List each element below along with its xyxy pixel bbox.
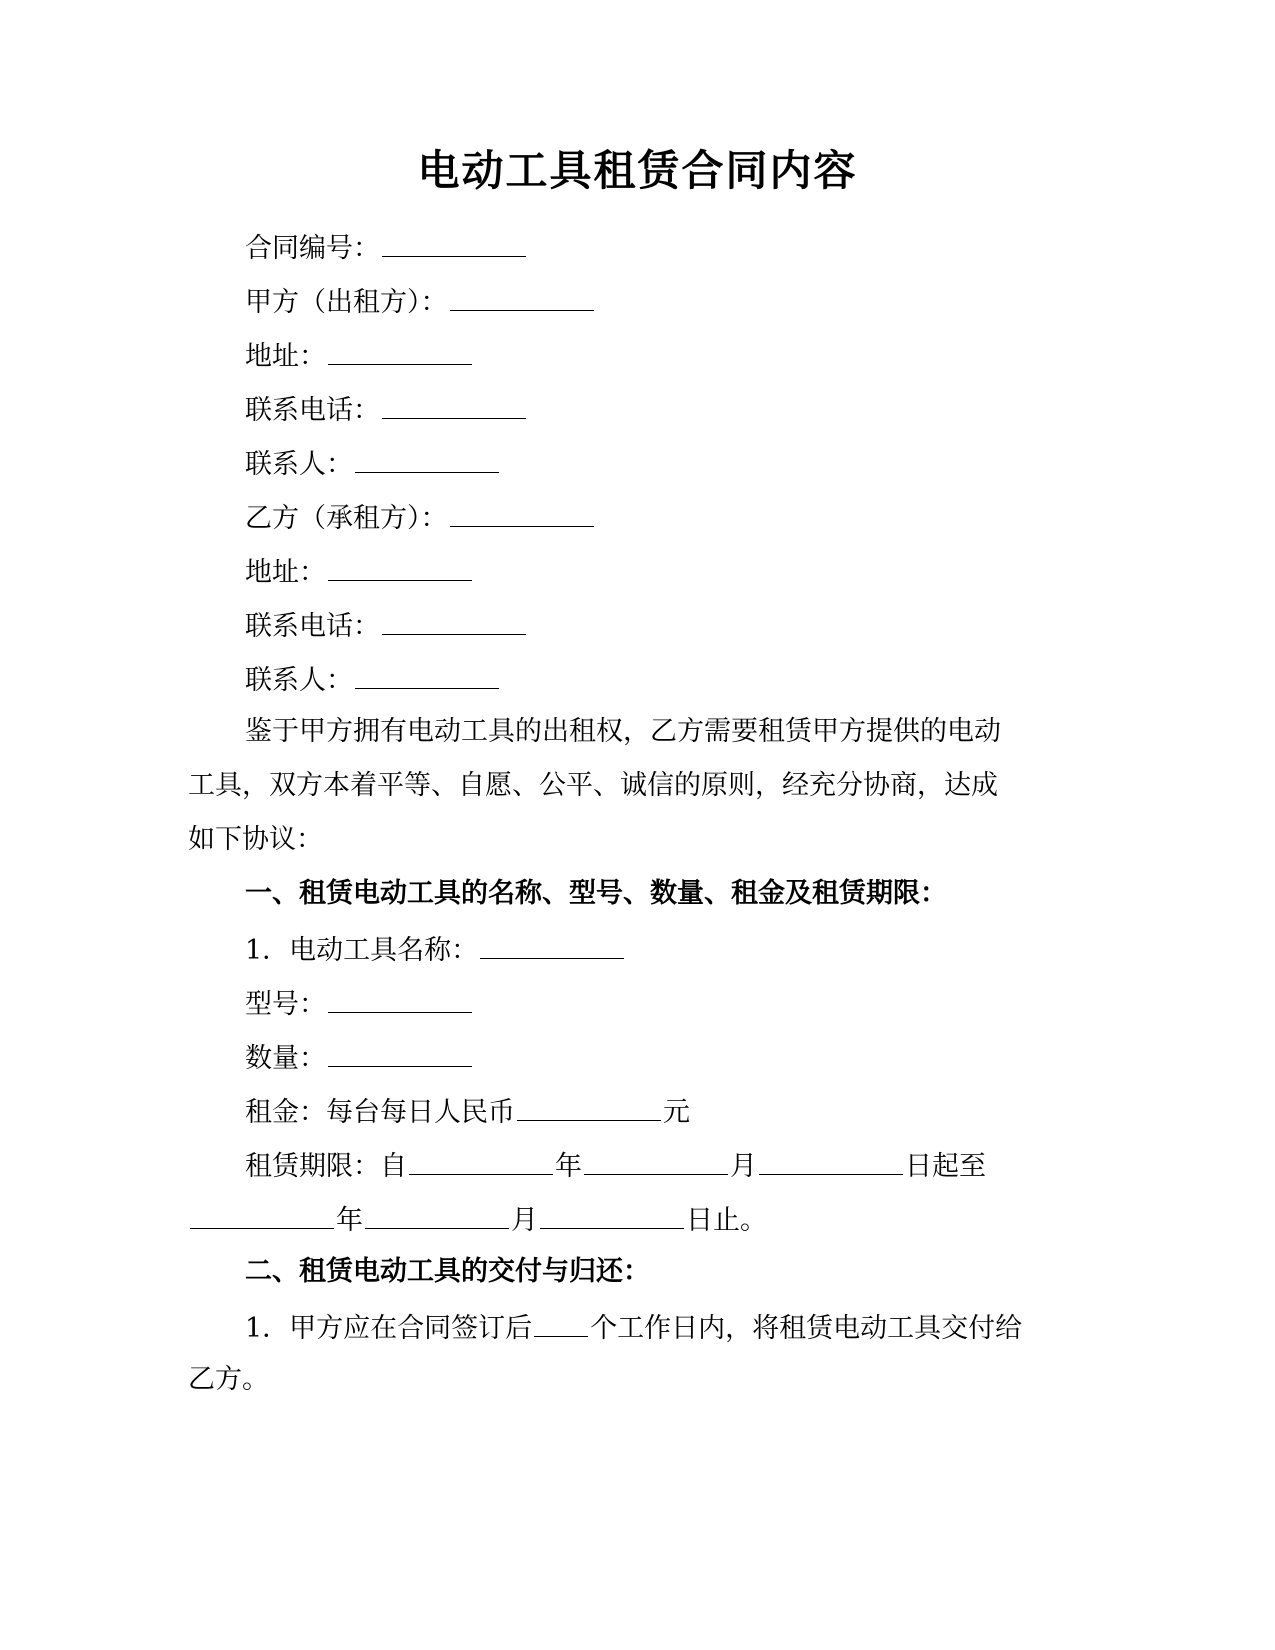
contract-number-line (245, 232, 528, 262)
contract-number-blank[interactable] (382, 232, 526, 257)
period-end-line (188, 1204, 767, 1234)
delivery-line (245, 1312, 1022, 1342)
tool-name-blank[interactable] (480, 934, 624, 959)
party-b-contact-line (245, 664, 501, 694)
preamble-line-3: 如下协议： (188, 824, 323, 855)
end-year-blank[interactable] (190, 1204, 334, 1229)
party-a-label: 甲方（出租方）： (245, 287, 448, 318)
party-a-contact-line (245, 448, 501, 478)
start-year-label: 年 (555, 1151, 582, 1182)
start-day-label: 日起至 (905, 1151, 986, 1182)
party-b-line (245, 502, 596, 532)
delivery-label: 1．甲方应在合同签订后 (245, 1313, 533, 1344)
start-month-label: 月 (730, 1151, 757, 1182)
party-a-phone-label: 联系电话： (245, 395, 380, 426)
delivery-days-blank[interactable] (534, 1312, 588, 1337)
start-month-blank[interactable] (584, 1150, 728, 1175)
party-a-address-label: 地址： (245, 341, 326, 372)
party-b-phone-line (245, 610, 528, 640)
party-b-contact-label: 联系人： (245, 665, 353, 696)
preamble-line-1: 鉴于甲方拥有电动工具的出租权，乙方需要租赁甲方提供的电动 (245, 716, 1001, 747)
preamble-line-2: 工具，双方本着平等、自愿、公平、诚信的原则，经充分协商，达成 (188, 770, 998, 801)
party-a-phone-line (245, 394, 528, 424)
model-blank[interactable] (328, 988, 472, 1013)
end-day-label: 日止。 (686, 1205, 767, 1236)
quantity-blank[interactable] (328, 1042, 472, 1067)
party-b-label: 乙方（承租方）： (245, 503, 448, 534)
party-b-phone-blank[interactable] (382, 610, 526, 635)
contract-number-label: 合同编号： (245, 233, 380, 264)
section-1-heading: 一、租赁电动工具的名称、型号、数量、租金及租赁期限： (245, 878, 947, 909)
party-a-line (245, 286, 596, 316)
start-day-blank[interactable] (759, 1150, 903, 1175)
rent-line (245, 1096, 690, 1126)
quantity-line (245, 1042, 474, 1072)
rent-label: 租金：每台每日人民币 (245, 1097, 515, 1128)
delivery-line-cont: 乙方。 (188, 1364, 269, 1395)
end-month-blank[interactable] (365, 1204, 509, 1229)
rent-blank[interactable] (517, 1096, 661, 1121)
party-a-address-line (245, 340, 474, 370)
start-year-blank[interactable] (409, 1150, 553, 1175)
end-year-label: 年 (336, 1205, 363, 1236)
party-a-blank[interactable] (450, 286, 594, 311)
delivery-text: 个工作日内，将租赁电动工具交付给 (590, 1313, 1023, 1344)
party-a-contact-blank[interactable] (355, 448, 499, 473)
period-label: 租赁期限：自 (245, 1151, 407, 1182)
party-a-phone-blank[interactable] (382, 394, 526, 419)
end-month-label: 月 (511, 1205, 538, 1236)
party-b-address-blank[interactable] (328, 556, 472, 581)
tool-name-label: 1．电动工具名称： (245, 935, 479, 966)
tool-name-line (245, 934, 626, 964)
document-title: 电动工具租赁合同内容 (417, 146, 858, 195)
section-2-heading: 二、租赁电动工具的交付与归还： (245, 1256, 650, 1287)
party-b-address-line (245, 556, 474, 586)
period-line (245, 1150, 986, 1180)
party-a-address-blank[interactable] (328, 340, 472, 365)
quantity-label: 数量： (245, 1043, 326, 1074)
rent-unit: 元 (663, 1097, 690, 1128)
party-b-blank[interactable] (450, 502, 594, 527)
party-b-phone-label: 联系电话： (245, 611, 380, 642)
end-day-blank[interactable] (540, 1204, 684, 1229)
model-label: 型号： (245, 989, 326, 1020)
party-b-address-label: 地址： (245, 557, 326, 588)
party-b-contact-blank[interactable] (355, 664, 499, 689)
party-a-contact-label: 联系人： (245, 449, 353, 480)
model-line (245, 988, 474, 1018)
